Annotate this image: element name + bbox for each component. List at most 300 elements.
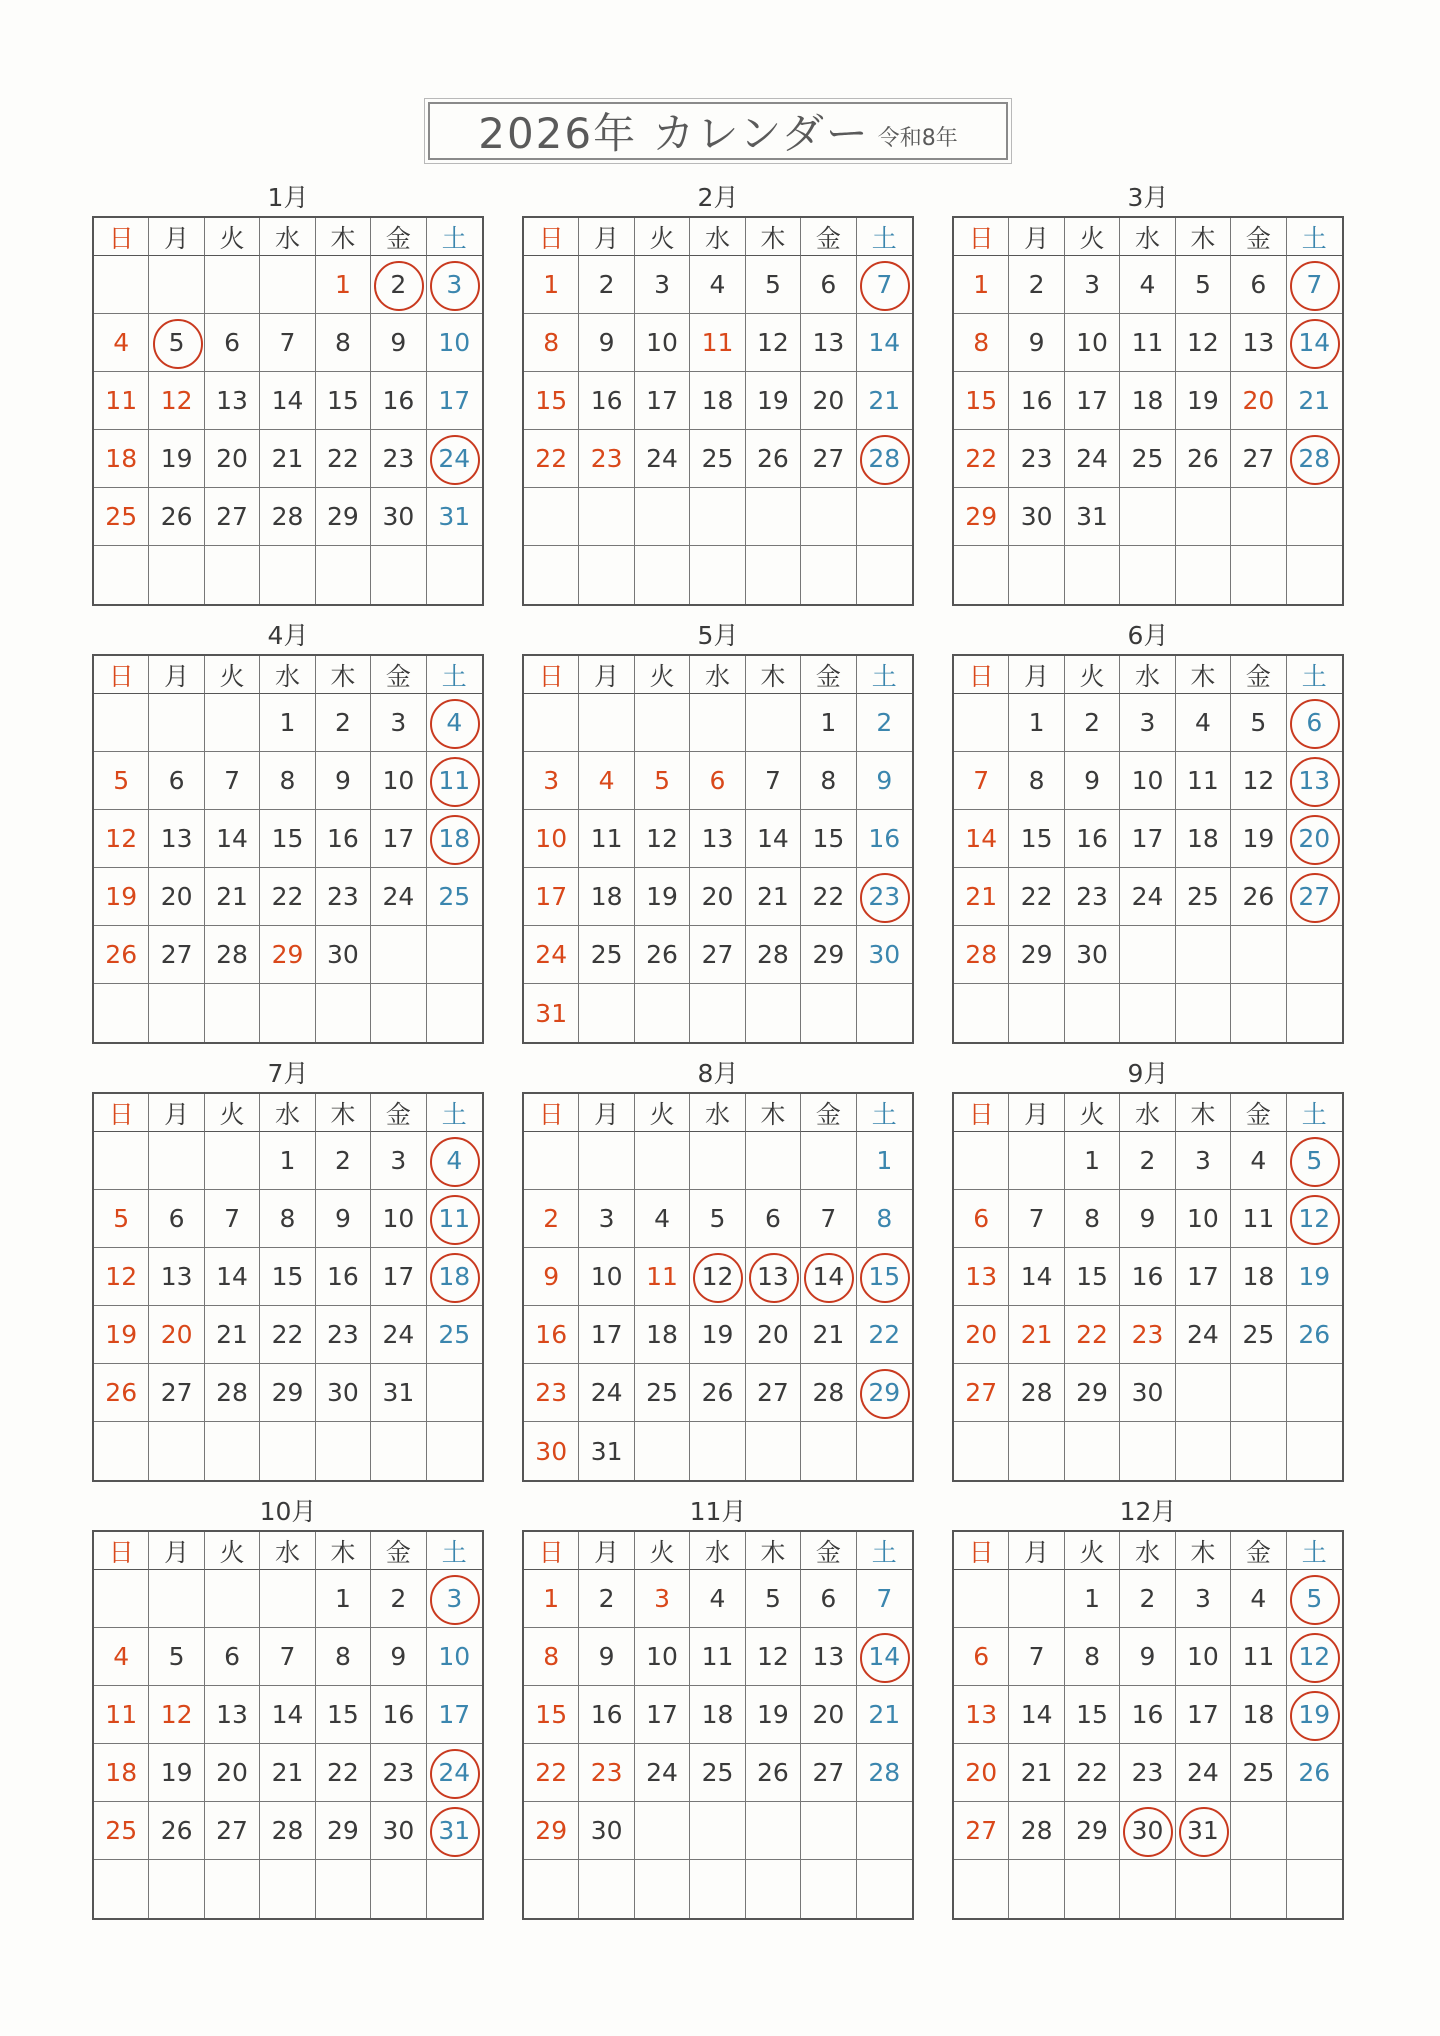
day-cell: 3 bbox=[1176, 1132, 1231, 1190]
day-cell: 23 bbox=[579, 430, 634, 488]
month-calendar bbox=[92, 180, 484, 606]
day-cell: 8 bbox=[524, 314, 579, 372]
weekday-header: 日 bbox=[954, 218, 1009, 256]
day-cell: 21 bbox=[857, 372, 912, 430]
weekday-header: 水 bbox=[1120, 218, 1175, 256]
day-cell: 20 bbox=[205, 430, 260, 488]
day-cell: 28 bbox=[857, 430, 912, 488]
month-table bbox=[952, 1530, 1344, 1920]
empty-cell bbox=[690, 488, 745, 546]
day-cell: 11 bbox=[1176, 752, 1231, 810]
day-cell: 27 bbox=[690, 926, 745, 984]
empty-cell bbox=[746, 488, 801, 546]
weekday-header: 月 bbox=[579, 218, 634, 256]
day-cell: 16 bbox=[524, 1306, 579, 1364]
day-cell: 24 bbox=[1176, 1744, 1231, 1802]
day-cell: 2 bbox=[579, 1570, 634, 1628]
day-cell: 13 bbox=[690, 810, 745, 868]
day-cell: 19 bbox=[1176, 372, 1231, 430]
empty-cell bbox=[801, 984, 856, 1042]
weekday-header: 金 bbox=[801, 1094, 856, 1132]
weekday-header: 月 bbox=[579, 1532, 634, 1570]
weekday-header: 金 bbox=[371, 656, 426, 694]
day-cell: 26 bbox=[635, 926, 690, 984]
day-cell: 14 bbox=[1009, 1686, 1064, 1744]
weekday-header: 木 bbox=[316, 656, 371, 694]
day-cell: 1 bbox=[316, 1570, 371, 1628]
day-cell: 9 bbox=[316, 1190, 371, 1248]
empty-cell bbox=[371, 984, 426, 1042]
empty-cell bbox=[316, 1860, 371, 1918]
day-cell: 11 bbox=[427, 1190, 482, 1248]
day-cell: 29 bbox=[1009, 926, 1064, 984]
day-cell: 5 bbox=[746, 256, 801, 314]
day-cell: 21 bbox=[857, 1686, 912, 1744]
day-cell: 27 bbox=[954, 1802, 1009, 1860]
empty-cell bbox=[1120, 984, 1175, 1042]
empty-cell bbox=[1176, 1860, 1231, 1918]
weekday-header: 土 bbox=[427, 1094, 482, 1132]
weekday-header: 月 bbox=[1009, 656, 1064, 694]
day-cell: 21 bbox=[260, 430, 315, 488]
weekday-header: 日 bbox=[524, 1532, 579, 1570]
day-cell: 14 bbox=[205, 1248, 260, 1306]
empty-cell bbox=[690, 694, 745, 752]
weekday-header: 水 bbox=[690, 1532, 745, 1570]
day-cell: 10 bbox=[371, 752, 426, 810]
day-cell: 4 bbox=[690, 256, 745, 314]
weekday-header: 月 bbox=[1009, 1094, 1064, 1132]
day-cell: 12 bbox=[1176, 314, 1231, 372]
day-cell: 27 bbox=[149, 1364, 204, 1422]
day-cell: 21 bbox=[205, 868, 260, 926]
day-cell: 25 bbox=[1120, 430, 1175, 488]
day-cell: 2 bbox=[1120, 1132, 1175, 1190]
day-cell: 26 bbox=[746, 1744, 801, 1802]
empty-cell bbox=[1231, 1364, 1286, 1422]
day-cell: 28 bbox=[1009, 1802, 1064, 1860]
day-cell: 11 bbox=[690, 1628, 745, 1686]
day-cell: 5 bbox=[1231, 694, 1286, 752]
day-cell: 4 bbox=[1176, 694, 1231, 752]
day-cell: 15 bbox=[1065, 1686, 1120, 1744]
day-cell: 19 bbox=[746, 372, 801, 430]
day-cell: 23 bbox=[371, 430, 426, 488]
day-cell: 25 bbox=[690, 430, 745, 488]
day-cell: 17 bbox=[371, 810, 426, 868]
day-cell: 20 bbox=[954, 1744, 1009, 1802]
day-cell: 22 bbox=[524, 1744, 579, 1802]
day-cell: 26 bbox=[746, 430, 801, 488]
day-cell: 2 bbox=[371, 1570, 426, 1628]
day-cell: 20 bbox=[746, 1306, 801, 1364]
weekday-header: 金 bbox=[801, 656, 856, 694]
day-cell: 5 bbox=[94, 752, 149, 810]
day-cell: 13 bbox=[801, 314, 856, 372]
day-cell: 22 bbox=[260, 1306, 315, 1364]
day-cell: 3 bbox=[579, 1190, 634, 1248]
month-calendar bbox=[952, 180, 1344, 606]
day-cell: 24 bbox=[427, 430, 482, 488]
empty-cell bbox=[316, 1422, 371, 1480]
day-cell: 2 bbox=[524, 1190, 579, 1248]
empty-cell bbox=[857, 1860, 912, 1918]
day-cell: 29 bbox=[857, 1364, 912, 1422]
weekday-header: 木 bbox=[1176, 1094, 1231, 1132]
weekday-header: 月 bbox=[579, 1094, 634, 1132]
empty-cell bbox=[1231, 984, 1286, 1042]
month-table bbox=[522, 654, 914, 1044]
day-cell: 14 bbox=[857, 1628, 912, 1686]
day-cell: 13 bbox=[205, 1686, 260, 1744]
day-cell: 8 bbox=[316, 314, 371, 372]
day-cell: 16 bbox=[1120, 1686, 1175, 1744]
day-cell: 14 bbox=[260, 1686, 315, 1744]
empty-cell bbox=[857, 1422, 912, 1480]
day-cell: 12 bbox=[1287, 1628, 1342, 1686]
month-calendar bbox=[952, 1056, 1344, 1482]
day-cell: 27 bbox=[1287, 868, 1342, 926]
day-cell: 8 bbox=[1009, 752, 1064, 810]
day-cell: 29 bbox=[316, 1802, 371, 1860]
weekday-header: 木 bbox=[746, 1094, 801, 1132]
day-cell: 1 bbox=[954, 256, 1009, 314]
day-cell: 21 bbox=[1009, 1306, 1064, 1364]
day-cell: 25 bbox=[94, 488, 149, 546]
day-cell: 28 bbox=[205, 1364, 260, 1422]
day-cell: 3 bbox=[1176, 1570, 1231, 1628]
day-cell: 13 bbox=[1287, 752, 1342, 810]
day-cell: 28 bbox=[954, 926, 1009, 984]
day-cell: 7 bbox=[205, 1190, 260, 1248]
empty-cell bbox=[205, 984, 260, 1042]
day-cell: 23 bbox=[371, 1744, 426, 1802]
day-cell: 31 bbox=[579, 1422, 634, 1480]
day-cell: 12 bbox=[690, 1248, 745, 1306]
weekday-header: 水 bbox=[260, 1532, 315, 1570]
month-title: 4月 bbox=[267, 621, 309, 650]
empty-cell bbox=[746, 546, 801, 604]
day-cell: 23 bbox=[857, 868, 912, 926]
day-cell: 16 bbox=[316, 1248, 371, 1306]
day-cell: 6 bbox=[1231, 256, 1286, 314]
empty-cell bbox=[1176, 1422, 1231, 1480]
empty-cell bbox=[1176, 1364, 1231, 1422]
day-cell: 31 bbox=[427, 1802, 482, 1860]
empty-cell bbox=[1065, 1422, 1120, 1480]
empty-cell bbox=[205, 694, 260, 752]
empty-cell bbox=[205, 1422, 260, 1480]
weekday-header: 日 bbox=[94, 656, 149, 694]
day-cell: 11 bbox=[579, 810, 634, 868]
empty-cell bbox=[260, 1422, 315, 1480]
weekday-header: 水 bbox=[260, 218, 315, 256]
weekday-header: 金 bbox=[371, 1094, 426, 1132]
weekday-header: 水 bbox=[1120, 1094, 1175, 1132]
day-cell: 7 bbox=[801, 1190, 856, 1248]
empty-cell bbox=[746, 1860, 801, 1918]
empty-cell bbox=[1009, 546, 1064, 604]
day-cell: 2 bbox=[1120, 1570, 1175, 1628]
empty-cell bbox=[1009, 1422, 1064, 1480]
empty-cell bbox=[149, 694, 204, 752]
day-cell: 18 bbox=[94, 430, 149, 488]
empty-cell bbox=[94, 546, 149, 604]
day-cell: 1 bbox=[524, 256, 579, 314]
day-cell: 31 bbox=[1065, 488, 1120, 546]
weekday-header: 木 bbox=[1176, 218, 1231, 256]
empty-cell bbox=[954, 1132, 1009, 1190]
empty-cell bbox=[954, 1860, 1009, 1918]
empty-cell bbox=[316, 984, 371, 1042]
weekday-header: 水 bbox=[1120, 656, 1175, 694]
day-cell: 27 bbox=[954, 1364, 1009, 1422]
empty-cell bbox=[635, 488, 690, 546]
empty-cell bbox=[316, 546, 371, 604]
empty-cell bbox=[149, 1570, 204, 1628]
day-cell: 19 bbox=[746, 1686, 801, 1744]
empty-cell bbox=[371, 926, 426, 984]
day-cell: 24 bbox=[524, 926, 579, 984]
day-cell: 4 bbox=[579, 752, 634, 810]
weekday-header: 土 bbox=[1287, 218, 1342, 256]
weekday-header: 土 bbox=[857, 1532, 912, 1570]
day-cell: 24 bbox=[635, 1744, 690, 1802]
day-cell: 7 bbox=[260, 1628, 315, 1686]
empty-cell bbox=[427, 926, 482, 984]
day-cell: 10 bbox=[427, 314, 482, 372]
month-table bbox=[92, 1530, 484, 1920]
empty-cell bbox=[260, 1860, 315, 1918]
month-calendar bbox=[952, 1494, 1344, 1920]
day-cell: 17 bbox=[635, 1686, 690, 1744]
day-cell: 29 bbox=[260, 1364, 315, 1422]
month-calendar bbox=[522, 618, 914, 1044]
empty-cell bbox=[1009, 1132, 1064, 1190]
weekday-header: 土 bbox=[1287, 1094, 1342, 1132]
day-cell: 13 bbox=[205, 372, 260, 430]
weekday-header: 火 bbox=[1065, 656, 1120, 694]
day-cell: 29 bbox=[260, 926, 315, 984]
day-cell: 22 bbox=[1065, 1306, 1120, 1364]
month-title: 12月 bbox=[1119, 1497, 1177, 1526]
day-cell: 11 bbox=[94, 372, 149, 430]
day-cell: 12 bbox=[94, 1248, 149, 1306]
weekday-header: 日 bbox=[524, 1094, 579, 1132]
month-table bbox=[92, 216, 484, 606]
weekday-header: 水 bbox=[1120, 1532, 1175, 1570]
weekday-header: 火 bbox=[635, 1094, 690, 1132]
day-cell: 14 bbox=[746, 810, 801, 868]
day-cell: 2 bbox=[316, 694, 371, 752]
month-calendar bbox=[952, 618, 1344, 1044]
day-cell: 19 bbox=[635, 868, 690, 926]
day-cell: 11 bbox=[635, 1248, 690, 1306]
day-cell: 24 bbox=[371, 868, 426, 926]
day-cell: 18 bbox=[690, 1686, 745, 1744]
day-cell: 15 bbox=[316, 1686, 371, 1744]
day-cell: 28 bbox=[1287, 430, 1342, 488]
month-table bbox=[952, 654, 1344, 1044]
day-cell: 6 bbox=[954, 1628, 1009, 1686]
day-cell: 11 bbox=[427, 752, 482, 810]
day-cell: 28 bbox=[205, 926, 260, 984]
empty-cell bbox=[746, 1422, 801, 1480]
day-cell: 4 bbox=[94, 1628, 149, 1686]
empty-cell bbox=[954, 546, 1009, 604]
day-cell: 9 bbox=[857, 752, 912, 810]
day-cell: 18 bbox=[94, 1744, 149, 1802]
day-cell: 7 bbox=[857, 1570, 912, 1628]
weekday-header: 土 bbox=[427, 656, 482, 694]
day-cell: 21 bbox=[954, 868, 1009, 926]
day-cell: 7 bbox=[1009, 1190, 1064, 1248]
empty-cell bbox=[690, 546, 745, 604]
empty-cell bbox=[1231, 926, 1286, 984]
empty-cell bbox=[427, 1364, 482, 1422]
empty-cell bbox=[954, 1422, 1009, 1480]
day-cell: 12 bbox=[746, 1628, 801, 1686]
empty-cell bbox=[579, 546, 634, 604]
day-cell: 2 bbox=[316, 1132, 371, 1190]
empty-cell bbox=[857, 1802, 912, 1860]
day-cell: 3 bbox=[371, 694, 426, 752]
day-cell: 3 bbox=[524, 752, 579, 810]
day-cell: 23 bbox=[316, 868, 371, 926]
empty-cell bbox=[801, 546, 856, 604]
day-cell: 26 bbox=[1287, 1744, 1342, 1802]
day-cell: 25 bbox=[579, 926, 634, 984]
day-cell: 14 bbox=[1009, 1248, 1064, 1306]
day-cell: 15 bbox=[1009, 810, 1064, 868]
month-title: 2月 bbox=[697, 183, 739, 212]
day-cell: 30 bbox=[316, 926, 371, 984]
day-cell: 24 bbox=[371, 1306, 426, 1364]
day-cell: 19 bbox=[690, 1306, 745, 1364]
day-cell: 20 bbox=[801, 1686, 856, 1744]
day-cell: 11 bbox=[94, 1686, 149, 1744]
empty-cell bbox=[149, 546, 204, 604]
day-cell: 23 bbox=[1120, 1306, 1175, 1364]
day-cell: 15 bbox=[801, 810, 856, 868]
day-cell: 5 bbox=[635, 752, 690, 810]
day-cell: 18 bbox=[1231, 1248, 1286, 1306]
empty-cell bbox=[1009, 1570, 1064, 1628]
day-cell: 19 bbox=[1287, 1248, 1342, 1306]
weekday-header: 木 bbox=[316, 1532, 371, 1570]
day-cell: 17 bbox=[1176, 1248, 1231, 1306]
day-cell: 8 bbox=[260, 1190, 315, 1248]
calendar-title-box bbox=[428, 102, 1008, 160]
day-cell: 21 bbox=[746, 868, 801, 926]
day-cell: 11 bbox=[1120, 314, 1175, 372]
empty-cell bbox=[690, 1132, 745, 1190]
day-cell: 16 bbox=[1120, 1248, 1175, 1306]
empty-cell bbox=[1120, 488, 1175, 546]
month-table bbox=[92, 654, 484, 1044]
day-cell: 27 bbox=[205, 1802, 260, 1860]
day-cell: 18 bbox=[579, 868, 634, 926]
day-cell: 14 bbox=[205, 810, 260, 868]
day-cell: 6 bbox=[205, 1628, 260, 1686]
day-cell: 1 bbox=[1065, 1570, 1120, 1628]
day-cell: 12 bbox=[1231, 752, 1286, 810]
day-cell: 20 bbox=[205, 1744, 260, 1802]
day-cell: 6 bbox=[149, 1190, 204, 1248]
day-cell: 10 bbox=[1176, 1628, 1231, 1686]
day-cell: 5 bbox=[94, 1190, 149, 1248]
day-cell: 3 bbox=[371, 1132, 426, 1190]
day-cell: 25 bbox=[427, 1306, 482, 1364]
day-cell: 27 bbox=[205, 488, 260, 546]
weekday-header: 火 bbox=[635, 656, 690, 694]
empty-cell bbox=[94, 694, 149, 752]
day-cell: 24 bbox=[635, 430, 690, 488]
day-cell: 18 bbox=[1120, 372, 1175, 430]
empty-cell bbox=[524, 1860, 579, 1918]
day-cell: 4 bbox=[427, 694, 482, 752]
day-cell: 28 bbox=[260, 488, 315, 546]
weekday-header: 月 bbox=[149, 1094, 204, 1132]
day-cell: 18 bbox=[690, 372, 745, 430]
weekday-header: 木 bbox=[746, 218, 801, 256]
day-cell: 1 bbox=[260, 1132, 315, 1190]
weekday-header: 土 bbox=[427, 218, 482, 256]
weekday-header: 土 bbox=[1287, 656, 1342, 694]
empty-cell bbox=[94, 1570, 149, 1628]
day-cell: 23 bbox=[1120, 1744, 1175, 1802]
day-cell: 2 bbox=[1009, 256, 1064, 314]
month-title: 1月 bbox=[267, 183, 309, 212]
day-cell: 7 bbox=[1009, 1628, 1064, 1686]
day-cell: 6 bbox=[801, 256, 856, 314]
day-cell: 20 bbox=[690, 868, 745, 926]
day-cell: 31 bbox=[1176, 1802, 1231, 1860]
empty-cell bbox=[1231, 488, 1286, 546]
day-cell: 25 bbox=[427, 868, 482, 926]
empty-cell bbox=[524, 488, 579, 546]
day-cell: 10 bbox=[1176, 1190, 1231, 1248]
month-table bbox=[92, 1092, 484, 1482]
day-cell: 7 bbox=[746, 752, 801, 810]
day-cell: 2 bbox=[579, 256, 634, 314]
empty-cell bbox=[94, 256, 149, 314]
empty-cell bbox=[371, 546, 426, 604]
weekday-header: 金 bbox=[371, 218, 426, 256]
weekday-header: 月 bbox=[1009, 1532, 1064, 1570]
day-cell: 13 bbox=[1231, 314, 1286, 372]
day-cell: 11 bbox=[1231, 1628, 1286, 1686]
weekday-header: 月 bbox=[149, 218, 204, 256]
empty-cell bbox=[801, 1802, 856, 1860]
empty-cell bbox=[801, 488, 856, 546]
day-cell: 23 bbox=[524, 1364, 579, 1422]
weekday-header: 火 bbox=[205, 656, 260, 694]
empty-cell bbox=[746, 984, 801, 1042]
day-cell: 4 bbox=[1231, 1132, 1286, 1190]
day-cell: 1 bbox=[857, 1132, 912, 1190]
day-cell: 21 bbox=[1009, 1744, 1064, 1802]
day-cell: 26 bbox=[94, 926, 149, 984]
empty-cell bbox=[1287, 546, 1342, 604]
day-cell: 12 bbox=[746, 314, 801, 372]
empty-cell bbox=[149, 1422, 204, 1480]
day-cell: 17 bbox=[1065, 372, 1120, 430]
month-title: 7月 bbox=[267, 1059, 309, 1088]
day-cell: 12 bbox=[149, 1686, 204, 1744]
day-cell: 13 bbox=[801, 1628, 856, 1686]
day-cell: 15 bbox=[524, 372, 579, 430]
